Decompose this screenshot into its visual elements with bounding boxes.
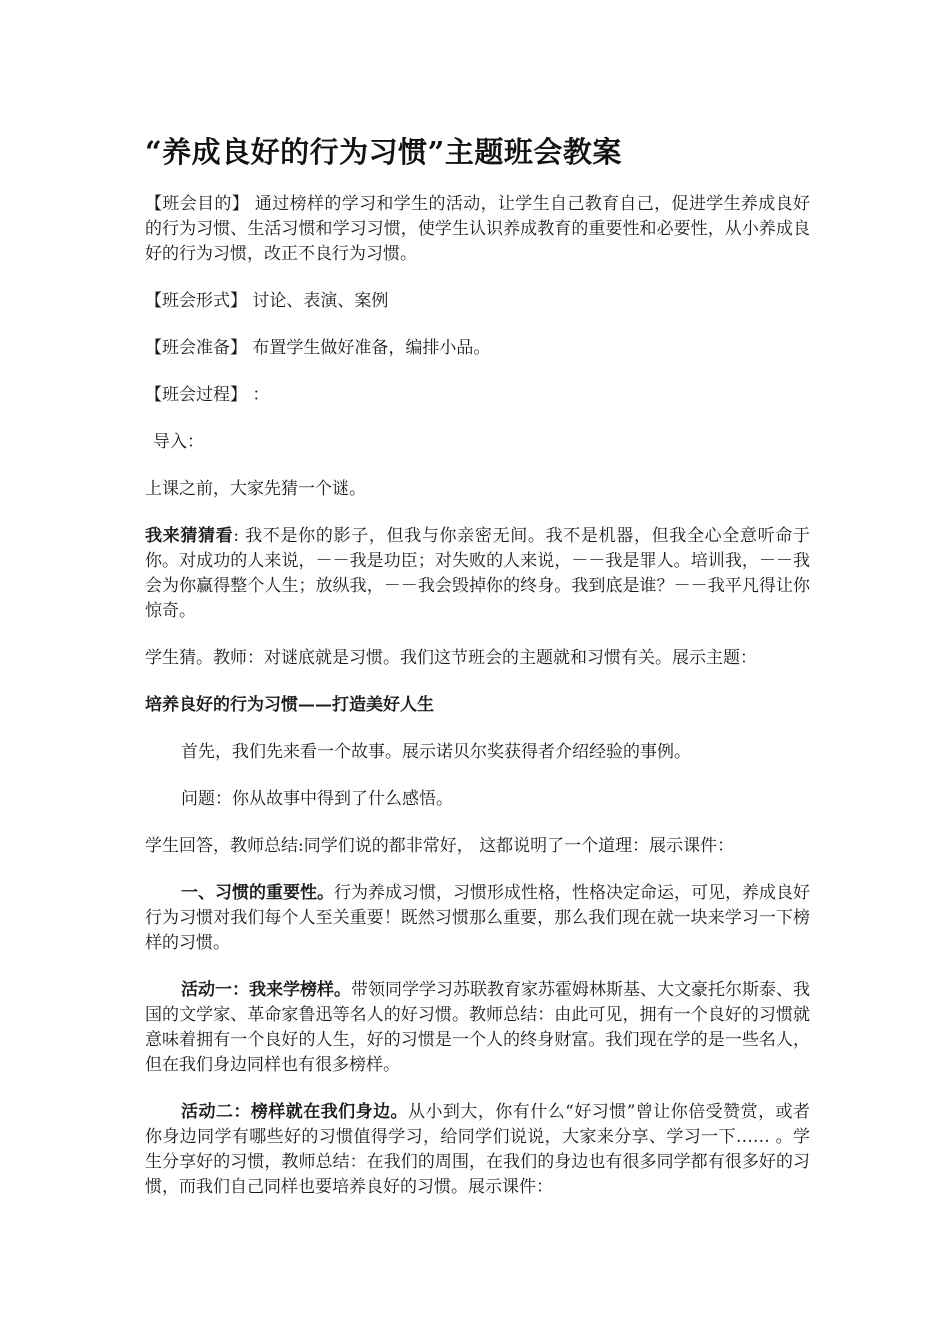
answer-paragraph: 学生回答，教师总结:同学们说的都非常好， 这都说明了一个道理：展示课件： bbox=[145, 836, 735, 856]
purpose-text: 通过榜样的学习和学生的活动，让学生自己教育自己，促进学生养成良好的行为习惯、生活习惯和学习习惯，使学生认识养成教育的重要性和必要性，从小养成良好的行为习惯，改正不良行为习惯。 bbox=[145, 194, 811, 264]
purpose-paragraph bbox=[145, 192, 810, 267]
activity1-text: 带领同学学习苏联教育家苏霍姆林斯基、大文豪托尔斯泰、我国的文学家、革命家鲁迅等名人的好习惯。教师总结：由此可见，拥有一个良好的习惯就意味着拥有一个良好的人生，好的习惯是一个人的终身财富。我们现在学的是一些名人，但在我们身边同样也有很多榜样。 bbox=[145, 980, 810, 1075]
section1-label: 一、习惯的重要性。 bbox=[181, 883, 334, 903]
preparation-label: 【班会准备】 bbox=[145, 338, 247, 358]
activity2-label: 活动二：榜样就在我们身边。 bbox=[181, 1102, 408, 1122]
preparation-paragraph bbox=[145, 336, 810, 361]
section1-text: 行为养成习惯，习惯形成性格，性格决定命运，可见，养成良好行为习惯对我们每个人至关重要！既然习惯那么重要，那么我们现在就一块来学习一下榜样的习惯。 bbox=[145, 883, 810, 953]
purpose-label: 【班会目的】 bbox=[145, 194, 250, 214]
process-text: ： bbox=[252, 385, 270, 405]
riddle-label: 我来猜猜看 bbox=[145, 526, 234, 546]
document-title: “养成良好的行为习惯”主题班会教案 bbox=[145, 135, 622, 169]
form-label: 【班会形式】 bbox=[145, 291, 247, 311]
process-paragraph bbox=[145, 383, 810, 408]
form-text: 讨论、表演、案例 bbox=[252, 291, 389, 311]
preparation-text: 布置学生做好准备，编排小品。 bbox=[252, 338, 491, 358]
intro-label: 导入： bbox=[153, 432, 204, 452]
section1-paragraph bbox=[145, 881, 810, 956]
activity2-paragraph bbox=[145, 1100, 810, 1200]
document-page bbox=[145, 132, 810, 1200]
question-paragraph: 问题：你从故事中得到了什么感悟。 bbox=[181, 789, 453, 809]
theme-heading: 培养良好的行为习惯——打造美好人生 bbox=[145, 695, 434, 715]
form-paragraph bbox=[145, 289, 810, 314]
story-paragraph: 首先，我们先来看一个故事。展示诺贝尔奖获得者介绍经验的事例。 bbox=[181, 742, 691, 762]
activity1-label: 活动一：我来学榜样。 bbox=[181, 980, 351, 1000]
activity1-paragraph bbox=[145, 978, 810, 1078]
riddle-text: : 我不是你的影子，但我与你亲密无间。我不是机器，但我全心全意听命于你。对成功的人来说，－－我是功臣；对失败的人来说，－－我是罪人。培训我，－－我会为你赢得整个人生；放纵我，－－我会毁掉你的终身。我到底是谁？－－我平凡得让你惊奇。 bbox=[145, 526, 810, 621]
process-label: 【班会过程】 bbox=[145, 385, 247, 405]
guess-paragraph: 学生猜。教师：对谜底就是习惯。我们这节班会的主题就和习惯有关。展示主题： bbox=[145, 648, 757, 668]
riddle-intro: 上课之前，大家先猜一个谜。 bbox=[145, 479, 366, 499]
riddle-paragraph bbox=[145, 524, 810, 624]
activity2-text: 从小到大，你有什么“好习惯”曾让你倍受赞赏，或者你身边同学有哪些好的习惯值得学习，给同学们说说，大家来分享、学习一下…… 。学生分享好的习惯，教师总结：在我们的周围，在我们的身边也有很多同学都有很多好的习惯，而我们自己同样也要培养良好的习惯。展示课件： bbox=[145, 1102, 810, 1197]
